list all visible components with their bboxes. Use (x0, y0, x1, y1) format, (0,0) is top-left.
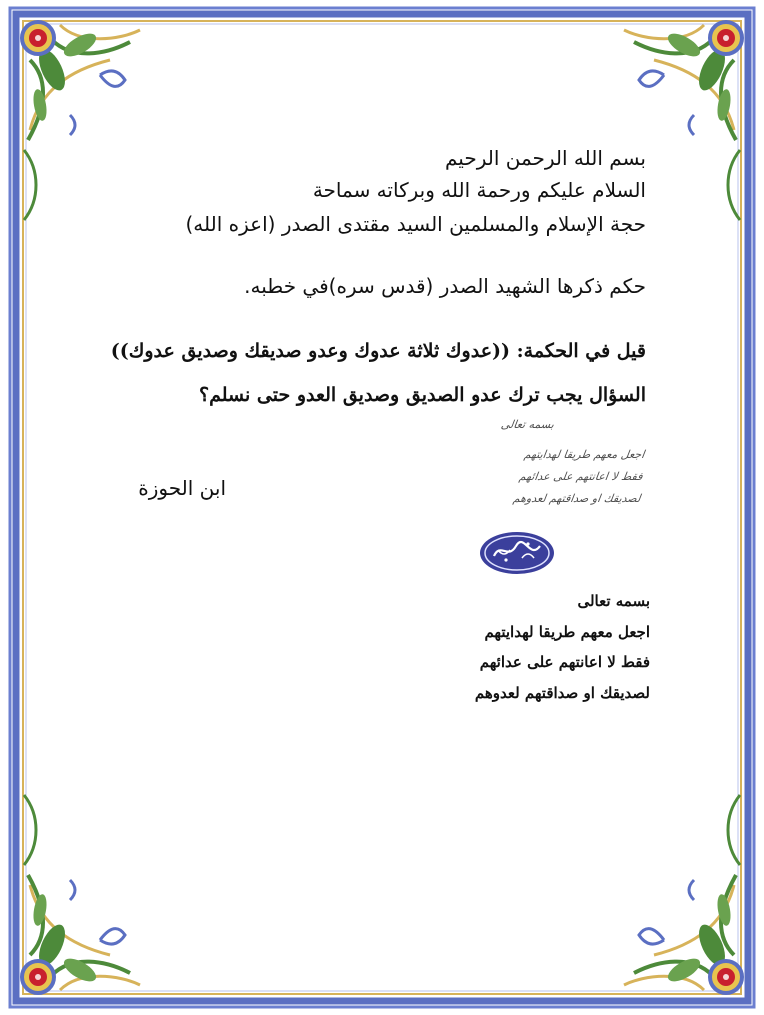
corner-ornament-top-left (22, 22, 140, 140)
handwritten-reply-line-4: لصديقك او صداقتهم لعدوهم (511, 492, 641, 505)
letter-question: السؤال يجب ترك عدو الصديق وصديق العدو حتى نسلم؟ (199, 384, 646, 406)
corner-ornament-bottom-left (22, 875, 140, 993)
corner-ornament-bottom-right (624, 875, 742, 993)
typed-reply-line-3: فقط لا اعانتهم على عدائهم (479, 653, 650, 671)
letter-greeting: السلام عليكم ورحمة الله وبركاته سماحة (312, 178, 646, 202)
official-seal-stamp (478, 530, 556, 576)
letter-basmala: بسم الله الرحمن الرحيم (444, 146, 646, 170)
typed-reply-line-4: لصديقك او صداقتهم لعدوهم (474, 684, 650, 702)
handwritten-reply-line-2: اجعل معهم طريقا لهدايتهم (522, 448, 645, 461)
letter-signature: ابن الحوزة (138, 476, 226, 500)
handwritten-reply-line-3: فقط لا اعانتهم على عدائهم (517, 470, 643, 483)
letter-quote: قيل في الحكمة: ((عدوك ثلاثة عدوك وعدو صديقك وصديق عدوك)) (110, 340, 646, 362)
letter-intro: حكم ذكرها الشهيد الصدر (قدس سره)في خطبه. (244, 274, 646, 298)
handwritten-reply-line-1: بسمه تعالى (500, 418, 555, 431)
typed-reply-line-1: بسمه تعالى (577, 592, 650, 610)
corner-ornament-top-right (624, 22, 742, 140)
letter-addressee: حجة الإسلام والمسلمين السيد مقتدى الصدر (اعزه الله) (185, 212, 646, 236)
typed-reply-line-2: اجعل معهم طريقا لهدايتهم (484, 623, 650, 641)
